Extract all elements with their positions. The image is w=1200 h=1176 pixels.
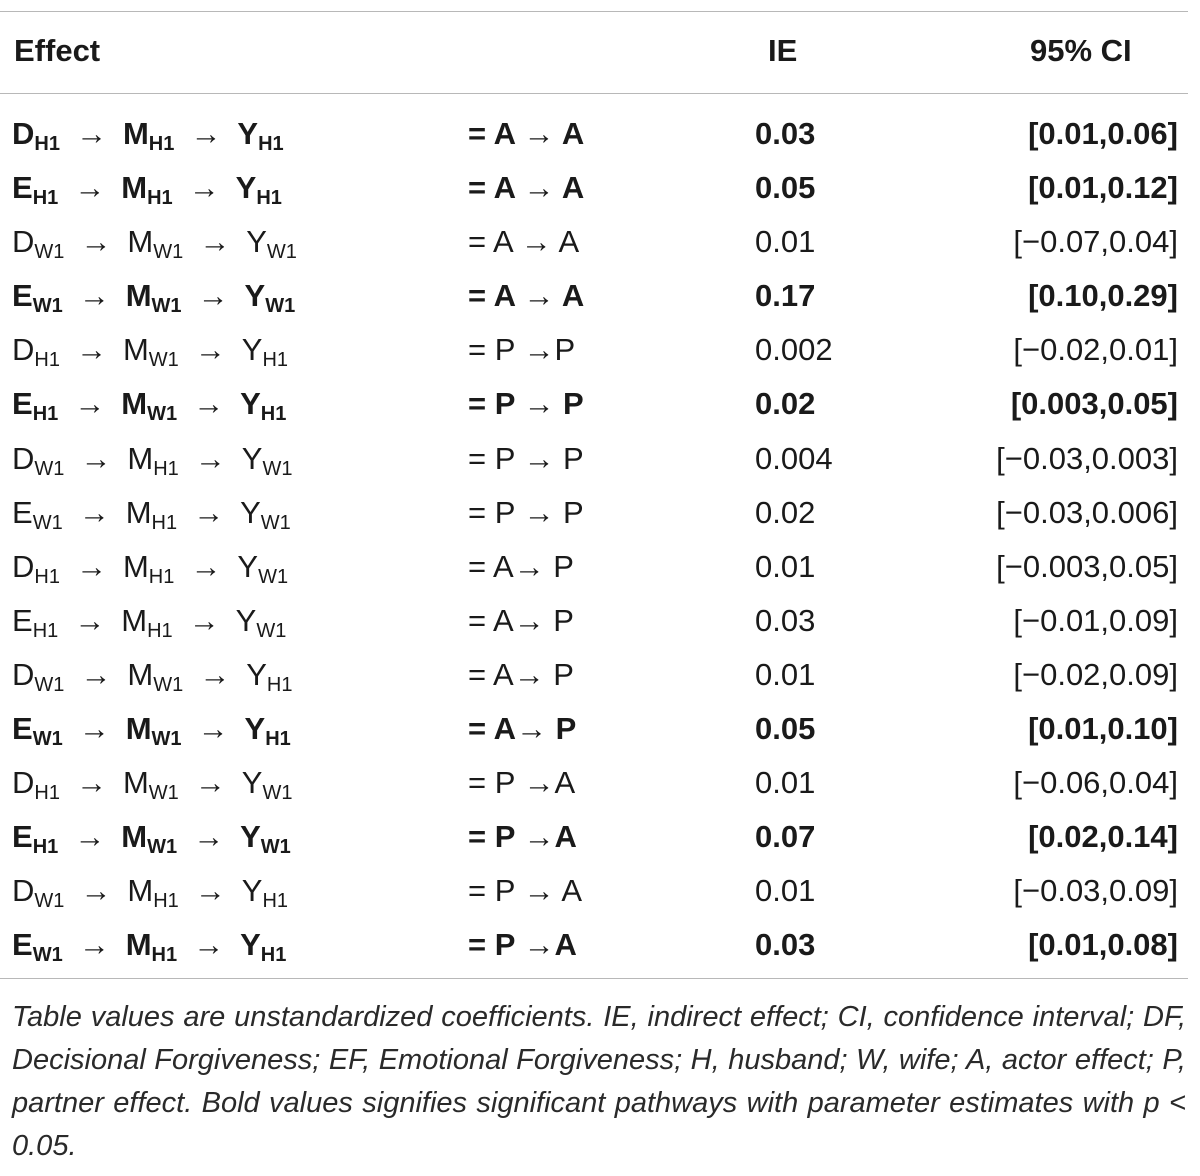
arrow-icon: → bbox=[193, 386, 225, 422]
path-variable: Y bbox=[244, 711, 266, 747]
arrow-icon: → bbox=[74, 819, 106, 855]
cell-effect-type: = A → A bbox=[468, 170, 585, 206]
arrow-icon: → bbox=[74, 386, 106, 422]
cell-effect-type: = A→ P bbox=[468, 602, 574, 638]
path-variable: E bbox=[12, 819, 33, 855]
path-variable: Y bbox=[235, 170, 257, 206]
cell-ci: [0.01,0.06] bbox=[1028, 116, 1178, 151]
path-subscript: W1 bbox=[32, 295, 63, 318]
cell-path bbox=[12, 810, 291, 864]
path-subscript: W1 bbox=[265, 295, 296, 318]
cell-ie: 0.01 bbox=[755, 656, 816, 692]
path-variable: E bbox=[12, 602, 33, 638]
path-subscript: H1 bbox=[34, 349, 60, 372]
path-subscript: W1 bbox=[266, 241, 297, 264]
table-row bbox=[0, 648, 1200, 702]
cell-ie: 0.03 bbox=[755, 927, 816, 963]
path-subscript: H1 bbox=[147, 187, 173, 210]
path-subscript: W1 bbox=[34, 673, 65, 696]
path-variable: M bbox=[121, 602, 148, 638]
cell-effect-type: = P →A bbox=[468, 765, 576, 801]
path-variable: M bbox=[127, 656, 154, 692]
path-variable: M bbox=[127, 873, 154, 909]
path-subscript: H1 bbox=[260, 403, 287, 426]
table-row bbox=[0, 810, 1200, 864]
cell-ie: 0.01 bbox=[755, 873, 816, 909]
cell-ci: [−0.03,0.006] bbox=[996, 494, 1178, 530]
arrow-icon: → bbox=[194, 440, 226, 476]
cell-ie: 0.05 bbox=[755, 711, 816, 747]
path-variable: D bbox=[12, 873, 35, 909]
path-variable: M bbox=[122, 548, 149, 584]
arrow-icon: → bbox=[78, 711, 110, 747]
cell-ie: 0.05 bbox=[755, 170, 816, 206]
path-variable: Y bbox=[241, 332, 263, 368]
cell-ie: 0.03 bbox=[755, 602, 816, 638]
path-variable: E bbox=[12, 170, 33, 206]
path-variable: E bbox=[12, 927, 33, 963]
cell-path bbox=[12, 594, 286, 648]
path-subscript: H1 bbox=[262, 890, 289, 913]
cell-path bbox=[12, 161, 282, 215]
cell-effect-type: = A → A bbox=[468, 116, 585, 151]
table-row bbox=[0, 269, 1200, 323]
table-row bbox=[0, 107, 1200, 161]
path-variable: M bbox=[121, 386, 148, 422]
arrow-icon: → bbox=[75, 765, 107, 801]
cell-ci: [0.01,0.08] bbox=[1028, 927, 1178, 963]
path-subscript: W1 bbox=[260, 511, 291, 534]
arrow-icon: → bbox=[188, 170, 220, 206]
arrow-icon: → bbox=[197, 278, 229, 314]
cell-ci: [−0.003,0.05] bbox=[996, 548, 1178, 584]
path-variable: Y bbox=[240, 819, 261, 855]
arrow-icon: → bbox=[75, 116, 107, 151]
cell-ie: 0.02 bbox=[755, 386, 816, 422]
cell-path bbox=[12, 702, 291, 756]
table-row bbox=[0, 323, 1200, 377]
table-row bbox=[0, 161, 1200, 215]
cell-effect-type: = A → A bbox=[468, 224, 580, 260]
cell-ci: [0.01,0.10] bbox=[1028, 711, 1178, 747]
arrow-icon: → bbox=[78, 278, 110, 314]
path-variable: M bbox=[121, 819, 148, 855]
table-row bbox=[0, 918, 1200, 972]
cell-path bbox=[12, 215, 297, 269]
path-variable: M bbox=[125, 711, 152, 747]
arrow-icon: → bbox=[75, 548, 107, 584]
path-variable: M bbox=[127, 224, 154, 260]
path-variable: Y bbox=[241, 873, 263, 909]
path-subscript: W1 bbox=[147, 836, 178, 859]
cell-ci: [0.02,0.14] bbox=[1028, 819, 1178, 855]
path-subscript: W1 bbox=[153, 673, 184, 696]
cell-path bbox=[12, 377, 286, 431]
path-subscript: W1 bbox=[34, 457, 65, 480]
arrow-icon: → bbox=[74, 602, 106, 638]
path-subscript: W1 bbox=[32, 944, 63, 967]
cell-effect-type: = A → A bbox=[468, 278, 585, 314]
path-subscript: H1 bbox=[148, 565, 175, 588]
path-subscript: H1 bbox=[32, 403, 59, 426]
path-variable: M bbox=[125, 278, 152, 314]
cell-ie: 0.01 bbox=[755, 224, 816, 260]
cell-effect-type: = A→ P bbox=[468, 711, 577, 747]
cell-path bbox=[12, 107, 284, 161]
path-subscript: W1 bbox=[32, 511, 63, 534]
cell-path bbox=[12, 648, 292, 702]
cell-effect-type: = P →P bbox=[468, 332, 576, 368]
arrow-icon: → bbox=[197, 711, 229, 747]
path-subscript: H1 bbox=[148, 133, 175, 155]
table-row bbox=[0, 756, 1200, 810]
path-subscript: W1 bbox=[151, 728, 182, 751]
table-row bbox=[0, 702, 1200, 756]
cell-path bbox=[12, 864, 288, 918]
path-subscript: H1 bbox=[34, 782, 60, 805]
path-subscript: H1 bbox=[34, 565, 60, 588]
path-variable: D bbox=[12, 548, 35, 584]
path-subscript: H1 bbox=[32, 836, 59, 859]
path-variable: E bbox=[12, 711, 33, 747]
arrow-icon: → bbox=[193, 927, 225, 963]
path-subscript: H1 bbox=[32, 619, 59, 642]
path-subscript: W1 bbox=[34, 890, 65, 913]
cell-path bbox=[12, 432, 292, 486]
path-subscript: H1 bbox=[260, 944, 287, 967]
path-variable: M bbox=[122, 116, 149, 151]
path-subscript: W1 bbox=[34, 241, 65, 264]
path-variable: Y bbox=[246, 656, 267, 692]
path-subscript: H1 bbox=[266, 673, 293, 696]
path-variable: E bbox=[12, 278, 33, 314]
path-subscript: W1 bbox=[147, 403, 178, 426]
table-footnote: Table values are unstandardized coefficients. IE, indirect effect; CI, confidence interval; DF, Decisional Forgiveness; EF, Emotional Forgiveness; H, husband; W, wife; A, actor effect; P, partner effect. Bold values signifies significant pathways with parameter estimates with p < 0.05. bbox=[12, 1001, 1186, 1162]
header-effect: Effect bbox=[14, 33, 101, 68]
arrow-icon: → bbox=[78, 927, 110, 963]
table-row bbox=[0, 594, 1200, 648]
path-subscript: W1 bbox=[153, 241, 184, 264]
path-subscript: W1 bbox=[148, 349, 179, 372]
path-variable: D bbox=[12, 440, 35, 476]
path-variable: Y bbox=[240, 386, 261, 422]
arrow-icon: → bbox=[80, 873, 112, 909]
path-variable: D bbox=[12, 224, 35, 260]
path-subscript: H1 bbox=[256, 187, 282, 210]
cell-effect-type: = A→ P bbox=[468, 548, 574, 584]
cell-ci: [0.10,0.29] bbox=[1028, 278, 1178, 314]
arrow-icon: → bbox=[199, 224, 231, 260]
path-subscript: W1 bbox=[260, 836, 291, 859]
table-row bbox=[0, 864, 1200, 918]
cell-ie: 0.01 bbox=[755, 548, 816, 584]
path-variable: E bbox=[12, 386, 33, 422]
cell-path bbox=[12, 269, 295, 323]
cell-ci: [−0.07,0.04] bbox=[1013, 224, 1178, 260]
path-subscript: H1 bbox=[265, 728, 291, 751]
cell-effect-type: = P → P bbox=[468, 494, 584, 530]
cell-path bbox=[12, 540, 288, 594]
cell-ci: [−0.02,0.01] bbox=[1013, 332, 1178, 368]
cell-path bbox=[12, 756, 292, 810]
path-variable: Y bbox=[237, 548, 259, 584]
path-subscript: W1 bbox=[151, 295, 182, 318]
path-subscript: H1 bbox=[262, 349, 289, 372]
path-subscript: H1 bbox=[32, 187, 59, 210]
path-subscript: H1 bbox=[151, 944, 178, 967]
cell-effect-type: = P → A bbox=[468, 873, 583, 909]
arrow-icon: → bbox=[194, 765, 226, 801]
cell-effect-type: = P → P bbox=[468, 440, 584, 476]
table-row bbox=[0, 486, 1200, 540]
path-subscript: H1 bbox=[153, 890, 179, 913]
top-rule bbox=[0, 11, 1188, 12]
bottom-rule bbox=[0, 978, 1188, 979]
path-subscript: W1 bbox=[262, 457, 293, 480]
cell-ci: [−0.03,0.003] bbox=[996, 440, 1178, 476]
path-subscript: H1 bbox=[147, 619, 173, 642]
path-subscript: H1 bbox=[34, 133, 60, 155]
path-variable: D bbox=[12, 765, 35, 801]
arrow-icon: → bbox=[74, 170, 106, 206]
arrow-icon: → bbox=[190, 116, 222, 151]
arrow-icon: → bbox=[194, 873, 226, 909]
cell-ci: [0.01,0.12] bbox=[1028, 170, 1178, 206]
cell-ci: [−0.02,0.09] bbox=[1013, 656, 1178, 692]
table-row bbox=[0, 540, 1200, 594]
path-variable: E bbox=[12, 494, 33, 530]
path-variable: M bbox=[125, 494, 152, 530]
cell-ie: 0.01 bbox=[755, 765, 816, 801]
path-variable: D bbox=[12, 116, 35, 151]
header-ci: 95% CI bbox=[1030, 33, 1132, 68]
path-subscript: H1 bbox=[151, 511, 178, 534]
path-variable: M bbox=[121, 170, 148, 206]
path-variable: Y bbox=[241, 440, 263, 476]
path-subscript: W1 bbox=[32, 728, 63, 751]
arrow-icon: → bbox=[80, 656, 112, 692]
arrow-icon: → bbox=[199, 656, 231, 692]
cell-path bbox=[12, 918, 286, 972]
cell-ci: [−0.06,0.04] bbox=[1013, 765, 1178, 801]
cell-effect-type: = P →A bbox=[468, 819, 577, 855]
path-variable: Y bbox=[237, 116, 259, 151]
arrow-icon: → bbox=[78, 494, 110, 530]
cell-ci: [−0.01,0.09] bbox=[1013, 602, 1178, 638]
cell-ci: [−0.03,0.09] bbox=[1013, 873, 1178, 909]
arrow-icon: → bbox=[193, 494, 225, 530]
path-subscript: W1 bbox=[262, 782, 293, 805]
cell-ie: 0.17 bbox=[755, 278, 816, 314]
table-row bbox=[0, 432, 1200, 486]
path-variable: M bbox=[122, 332, 149, 368]
path-variable: D bbox=[12, 332, 35, 368]
path-subscript: W1 bbox=[256, 619, 287, 642]
cell-effect-type: = P → P bbox=[468, 386, 584, 422]
arrow-icon: → bbox=[193, 819, 225, 855]
cell-effect-type: = P →A bbox=[468, 927, 577, 963]
arrow-icon: → bbox=[80, 440, 112, 476]
path-subscript: W1 bbox=[148, 782, 179, 805]
path-variable: M bbox=[122, 765, 149, 801]
cell-path bbox=[12, 323, 288, 377]
arrow-icon: → bbox=[190, 548, 222, 584]
path-subscript: H1 bbox=[153, 457, 179, 480]
arrow-icon: → bbox=[75, 332, 107, 368]
path-variable: M bbox=[125, 927, 152, 963]
cell-ie: 0.004 bbox=[755, 440, 833, 476]
table-row bbox=[0, 377, 1200, 431]
arrow-icon: → bbox=[188, 602, 220, 638]
header-rule bbox=[0, 93, 1188, 94]
cell-ie: 0.02 bbox=[755, 494, 816, 530]
path-variable: Y bbox=[246, 224, 267, 260]
path-variable: M bbox=[127, 440, 154, 476]
table-row bbox=[0, 215, 1200, 269]
path-subscript: W1 bbox=[258, 565, 289, 588]
path-variable: Y bbox=[241, 765, 263, 801]
path-variable: Y bbox=[244, 278, 266, 314]
table-body bbox=[0, 107, 1200, 973]
path-variable: Y bbox=[240, 927, 261, 963]
cell-path bbox=[12, 486, 291, 540]
cell-ie: 0.002 bbox=[755, 332, 833, 368]
arrow-icon: → bbox=[80, 224, 112, 260]
cell-ie: 0.07 bbox=[755, 819, 816, 855]
path-variable: Y bbox=[235, 602, 257, 638]
arrow-icon: → bbox=[194, 332, 226, 368]
cell-ci: [0.003,0.05] bbox=[1010, 386, 1178, 422]
header-ie: IE bbox=[768, 33, 798, 68]
path-variable: Y bbox=[240, 494, 261, 530]
path-variable: D bbox=[12, 656, 35, 692]
cell-ie: 0.03 bbox=[755, 116, 816, 151]
path-subscript: H1 bbox=[258, 133, 284, 155]
cell-effect-type: = A→ P bbox=[468, 656, 574, 692]
